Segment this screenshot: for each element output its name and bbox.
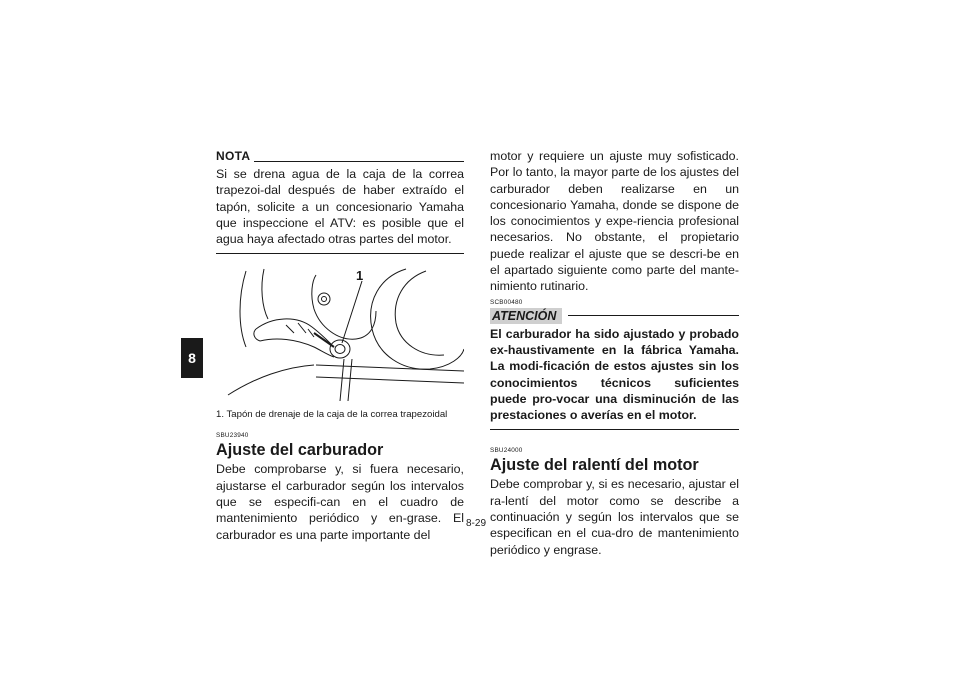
note-text: Si se drena agua de la caja de la correa trapezoi-dal después de haber extraído el tapón, solicite a un concesionario Yamaha que inspeccione el ATV: es posible que el agua haya afectado otras partes del motor. (216, 167, 464, 247)
right-column (490, 148, 739, 558)
chapter-tab: 8 (181, 338, 203, 378)
note-label: NOTA (216, 148, 251, 163)
figure-caption: 1. Tapón de drenaje de la caja de la correa trapezoidal (216, 409, 448, 421)
carburetor-text-left: Debe comprobarse y, si fuera necesario, ajustarse el carburador según los intervalos que se especifi-can en el cuadro de mantenimiento periódico y en-grase. El carburador es una parte importante del (216, 462, 464, 542)
caution-header-rule (568, 315, 739, 316)
drain-plug-figure (216, 267, 464, 401)
caution-header (490, 308, 739, 324)
caution-label: ATENCIÓN (490, 308, 562, 324)
note-header-rule (254, 161, 464, 162)
note-header (216, 148, 464, 164)
section-title-idle: Ajuste del ralentí del motor (490, 456, 699, 475)
section-title-carburetor: Ajuste del carburador (216, 441, 384, 460)
note-end-rule (216, 253, 464, 254)
section-code: SBU23940 (216, 432, 249, 440)
idle-section-code: SBU24000 (490, 447, 523, 455)
idle-text: Debe comprobar y, si es necesario, ajustar el ra-lentí del motor como se describe a continuación y según los intervalos que se especifican en el cua-dro de mantenimiento periódico y engrase. (490, 477, 739, 557)
left-column (216, 148, 464, 543)
caution-code: SCB00480 (490, 298, 523, 306)
carburetor-text-right: motor y requiere un ajuste muy sofisticado. Por lo tanto, la mayor parte de los ajustes del carburador deben realizarse en un concesionario Yamaha, donde se dispone de los conocimientos y expe-riencia profesional necesarios. No obstante, el propietario puede realizar el ajuste que se descri-be en el apartado siguiente como parte del mante-nimiento rutinario. (490, 149, 739, 294)
page-number: 8-29 (466, 518, 487, 529)
caution-text: El carburador ha sido ajustado y probado ex-haustivamente en la fábrica Yamaha. La modi-ficación de estos ajustes sin los conocimientos técnicos suficientes puede pro-vocar una disminución de las prestaciones o averías en el motor. (490, 326, 739, 423)
figure-callout-1: 1 (356, 268, 364, 284)
drain-plug-illustration (216, 267, 464, 401)
caution-end-rule (490, 429, 739, 430)
